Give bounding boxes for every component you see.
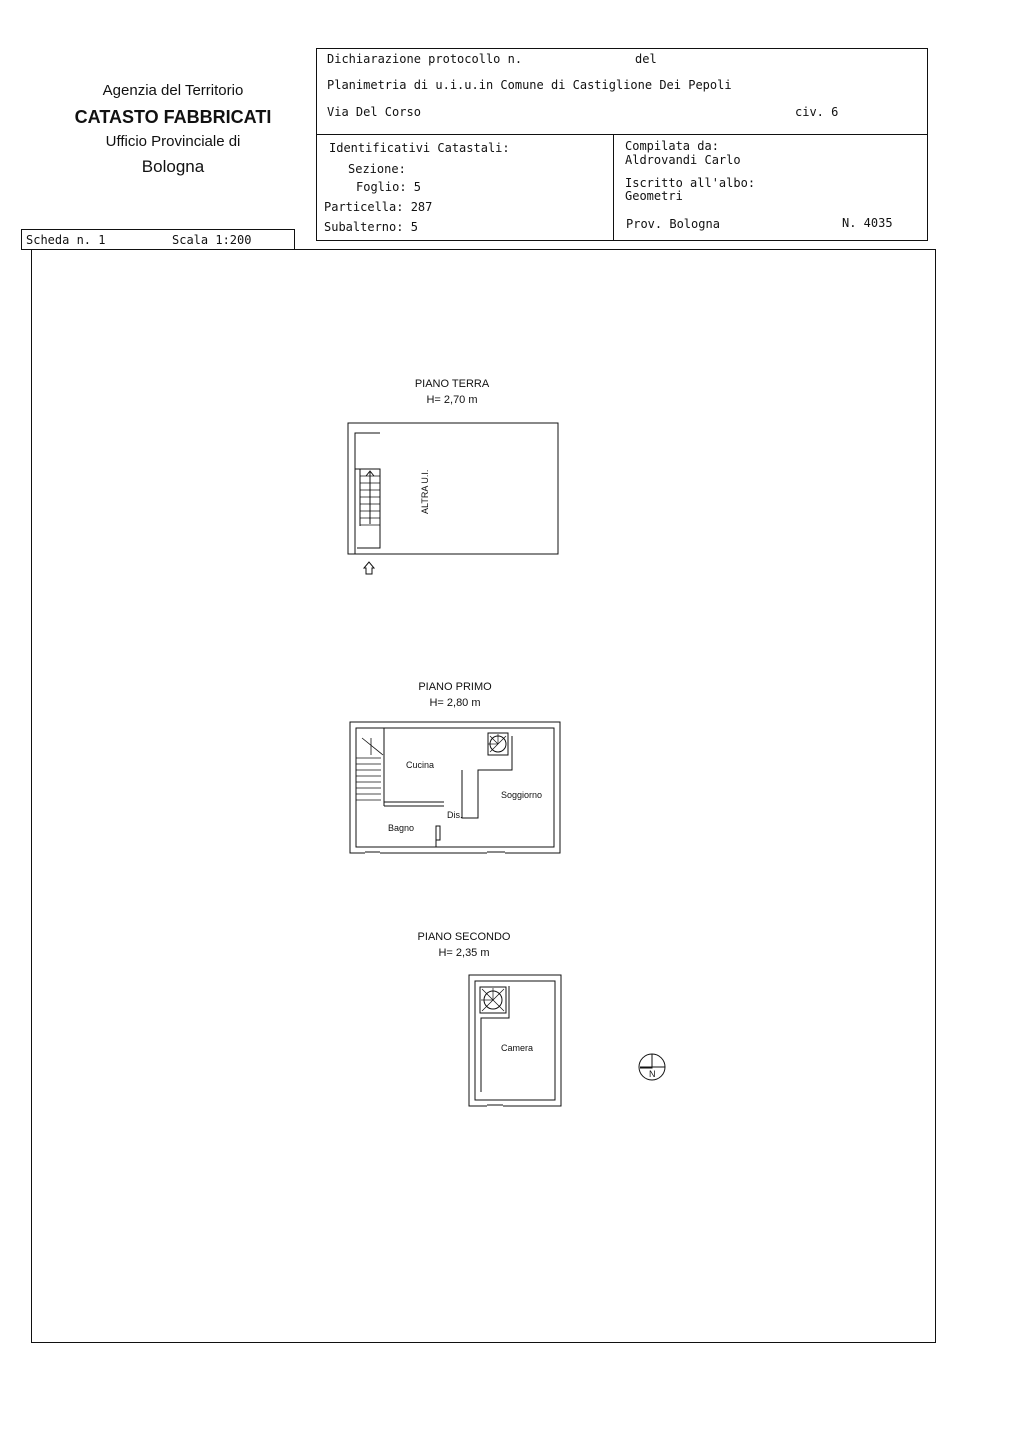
office-city: Bologna (141, 157, 205, 176)
sezione: Sezione: (348, 162, 406, 176)
albo-value: Geometri (625, 189, 683, 203)
catasto-title: CATASTO FABBRICATI (74, 107, 272, 127)
sheet-number: Scheda n. 1 (26, 233, 106, 247)
room-bagno: Bagno (388, 823, 415, 833)
albo-label: Iscritto all'albo: (625, 176, 756, 190)
first-floor-height: H= 2,80 m (429, 697, 481, 709)
planimetry-text: Planimetria di u.i.u.in Comune di Castiglione Dei Pepoli (327, 78, 732, 92)
street-text: Via Del Corso (327, 105, 421, 119)
protocol-label: Dichiarazione protocollo n. (327, 52, 523, 66)
second-floor-height: H= 2,35 m (438, 947, 490, 959)
first-floor-name: PIANO PRIMO (418, 681, 492, 693)
second-floor-name: PIANO SECONDO (417, 931, 511, 943)
room-soggiorno: Soggiorno (501, 790, 543, 800)
particella: Particella: 287 (324, 200, 433, 214)
identifiers-heading: Identificativi Catastali: (329, 141, 510, 155)
second-floor-plan (469, 975, 561, 1106)
room-camera: Camera (501, 1043, 534, 1053)
compiler-name: Aldrovandi Carlo (625, 153, 741, 167)
province: Prov. Bologna (626, 217, 720, 231)
ground-floor-height: H= 2,70 m (426, 394, 478, 406)
ground-floor-name: PIANO TERRA (414, 378, 490, 390)
civic-number: civ. 6 (795, 105, 839, 119)
office-label: Ufficio Provinciale di (105, 133, 241, 150)
room-cucina: Cucina (406, 760, 435, 770)
compiler-label: Compilata da: (625, 139, 719, 153)
room-dis: Dis. (447, 810, 463, 820)
ground-floor-plan (348, 423, 558, 574)
sheet-scale: Scala 1:200 (172, 233, 252, 247)
registration-number: N. 4035 (842, 216, 893, 230)
other-unit-label: ALTRA U.I. (420, 469, 430, 514)
agency-name: Agenzia del Territorio (102, 82, 244, 99)
del-label: del (635, 52, 657, 66)
foglio: Foglio: 5 (356, 180, 422, 194)
first-floor-plan (350, 722, 560, 853)
subalterno: Subalterno: 5 (324, 220, 418, 234)
north-letter: N (649, 1069, 656, 1079)
